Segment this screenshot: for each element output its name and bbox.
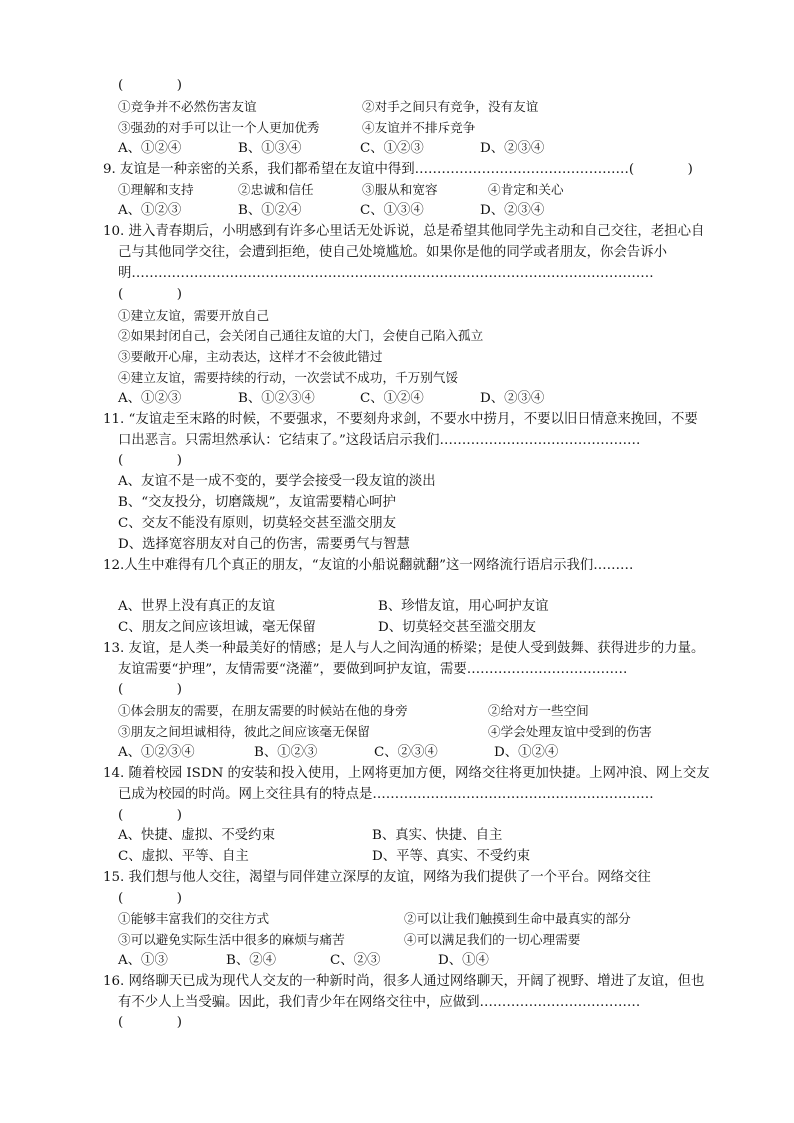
q8-statement-1: ①竞争并不必然伤害友谊 [118, 99, 257, 114]
q13-option-a: A、①②③④ [118, 745, 195, 760]
q15-option-d: D、①④ [438, 953, 489, 968]
q8-option-b: B、①③④ [238, 141, 302, 156]
q8-statement-3: ③强劲的对手可以让一个人更加优秀 [118, 120, 320, 135]
q10-statement-4: ④建立友谊，需要持续的行动，一次尝试不成功，千万别气馁 [118, 370, 459, 385]
q10-option-c: C、①②④ [360, 391, 424, 406]
q11-option-c: C、交友不能没有原则，切莫轻交甚至滥交朋友 [118, 516, 397, 531]
q8-option-a: A、①②④ [118, 141, 182, 156]
q14-option-b: B、真实、快捷、自主 [372, 828, 503, 843]
q8-option-d: D、②③④ [480, 141, 545, 156]
q11-stem-line-1: 11. “友谊走至末路的时候，不要强求，不要刻舟求剑，不要水中捞月，不要以旧日情意来挽回，不要 [103, 412, 698, 427]
q12-option-c: C、朋友之间应该坦诚，毫无保留 [118, 620, 316, 635]
q15-statement-1: ①能够丰富我们的交往方式 [118, 911, 270, 926]
q10-statement-3: ③要敞开心扉，主动表达，这样才不会彼此错过 [118, 349, 383, 364]
q15-statement-2: ②可以让我们触摸到生命中最真实的部分 [404, 911, 631, 926]
q16-stem-line-1: 16. 网络聊天已成为现代人交友的一种新时尚，很多人通过网络聊天，开阔了视野、增进了友谊，但也 [103, 974, 705, 989]
q10-option-a: A、①②③ [118, 391, 182, 406]
q14-answer-blank: ( ) [118, 808, 183, 823]
q11-option-d: D、选择宽容朋友对自己的伤害，需要勇气与智慧 [118, 537, 410, 552]
q14-option-a: A、快捷、虚拟、不受约束 [118, 828, 275, 843]
q10-statement-1: ①建立友谊，需要开放自己 [118, 308, 270, 323]
q13-option-d: D、①②④ [494, 745, 559, 760]
q11-answer-blank: ( ) [118, 453, 183, 468]
q16-stem-line-2: 有不少人上当受骗。因此，我们青少年在网络交往中，应做到……………………………… [118, 995, 641, 1010]
q9-stem: 9. 友谊是一种亲密的关系，我们都希望在友谊中得到…………………………………………( ) [103, 162, 693, 177]
q15-option-c: C、②③ [330, 953, 381, 968]
q14-stem-line-2: 已成为校园的时尚。网上交往具有的特点是……………………………………………………… [118, 787, 654, 802]
q13-statement-1: ①体会朋友的需要，在朋友需要的时候站在他的身旁 [118, 703, 408, 718]
q13-statement-3: ③朋友之间坦诚相待，彼此之间应该毫无保留 [118, 724, 370, 739]
q8-answer-blank: ( ) [118, 78, 183, 93]
q9-option-d: D、②③④ [480, 203, 545, 218]
q14-option-c: C、虚拟、平等、自主 [118, 849, 249, 864]
q12-option-a: A、世界上没有真正的友谊 [118, 599, 275, 614]
q8-statement-4: ④友谊并不排斥竞争 [362, 120, 476, 135]
q14-option-d: D、平等、真实、不受约束 [372, 849, 531, 864]
q14-stem-line-1: 14. 随着校园 ISDN 的安装和投入使用，上网将更加方便，网络交往将更加快捷。上网冲浪、网上交友 [103, 766, 710, 781]
q13-option-c: C、②③④ [374, 745, 438, 760]
q15-option-b: B、②④ [226, 953, 277, 968]
q9-option-a: A、①②③ [118, 203, 182, 218]
q13-statement-2: ②给对方一些空间 [488, 703, 589, 718]
q12-option-b: B、珍惜友谊，用心呵护友谊 [378, 599, 549, 614]
q10-answer-blank: ( ) [118, 287, 183, 302]
q9-statement-3: ③服从和宽容 [362, 182, 438, 197]
q15-stem: 15. 我们想与他人交往，渴望与同伴建立深厚的友谊，网络为我们提供了一个平台。网络交往 [103, 870, 651, 885]
q9-statement-1: ①理解和支持 [118, 182, 194, 197]
q13-answer-blank: ( ) [118, 682, 183, 697]
q13-stem-line-1: 13. 友谊，是人类一种最美好的情感；是人与人之间沟通的桥梁；是使人受到鼓舞、获得进步的力量。 [103, 641, 705, 656]
q15-statement-3: ③可以避免实际生活中很多的麻烦与痛苦 [118, 932, 345, 947]
q10-stem-line-1: 10. 进入青春期后，小明感到有许多心里话无处诉说，总是希望其他同学先主动和自己交往，老担心自 [103, 224, 705, 239]
q10-statement-2: ②如果封闭自己，会关闭自己通往友谊的大门，会使自己陷入孤立 [118, 328, 484, 343]
q16-answer-blank: ( ) [118, 1015, 183, 1030]
q10-stem-line-3: 明……………………………………………………………………………………………………… [118, 266, 654, 281]
q10-stem-line-2: 己与其他同学交往，会遭到拒绝，使自己处境尴尬。如果你是他的同学或者朋友，你会告诉小 [118, 245, 668, 260]
q10-option-b: B、①②③④ [238, 391, 315, 406]
q15-option-a: A、①③ [118, 953, 168, 968]
q9-option-c: C、①③④ [360, 203, 424, 218]
q9-statement-4: ④肯定和关心 [488, 182, 564, 197]
q15-answer-blank: ( ) [118, 891, 183, 906]
q11-stem-line-2: 口出恶言。只需坦然承认：它结束了。”这段话启示我们……………………………………… [118, 433, 641, 448]
q12-option-d: D、切莫轻交甚至滥交朋友 [378, 620, 537, 635]
q11-option-a: A、友谊不是一成不变的，要学会接受一段友谊的淡出 [118, 474, 436, 489]
q11-option-b: B、“交友投分，切磨箴规”，友谊需要精心呵护 [118, 495, 396, 510]
q8-statement-2: ②对手之间只有竞争，没有友谊 [362, 99, 539, 114]
q15-statement-4: ④可以满足我们的一切心理需要 [404, 932, 581, 947]
q10-option-d: D、②③④ [480, 391, 545, 406]
q9-statement-2: ②忠诚和信任 [238, 182, 314, 197]
q12-stem: 12.人生中难得有几个真正的朋友，“友谊的小船说翻就翻”这一网络流行语启示我们……… [103, 558, 634, 573]
q13-stem-line-2: 友谊需要“护理”，友情需要“浇灌”，要做到呵护友谊，需要……………………………… [118, 662, 628, 677]
q9-option-b: B、①②④ [238, 203, 302, 218]
q13-option-b: B、①②③ [254, 745, 318, 760]
q13-statement-4: ④学会处理友谊中受到的伤害 [488, 724, 652, 739]
q8-option-c: C、①②③ [360, 141, 424, 156]
